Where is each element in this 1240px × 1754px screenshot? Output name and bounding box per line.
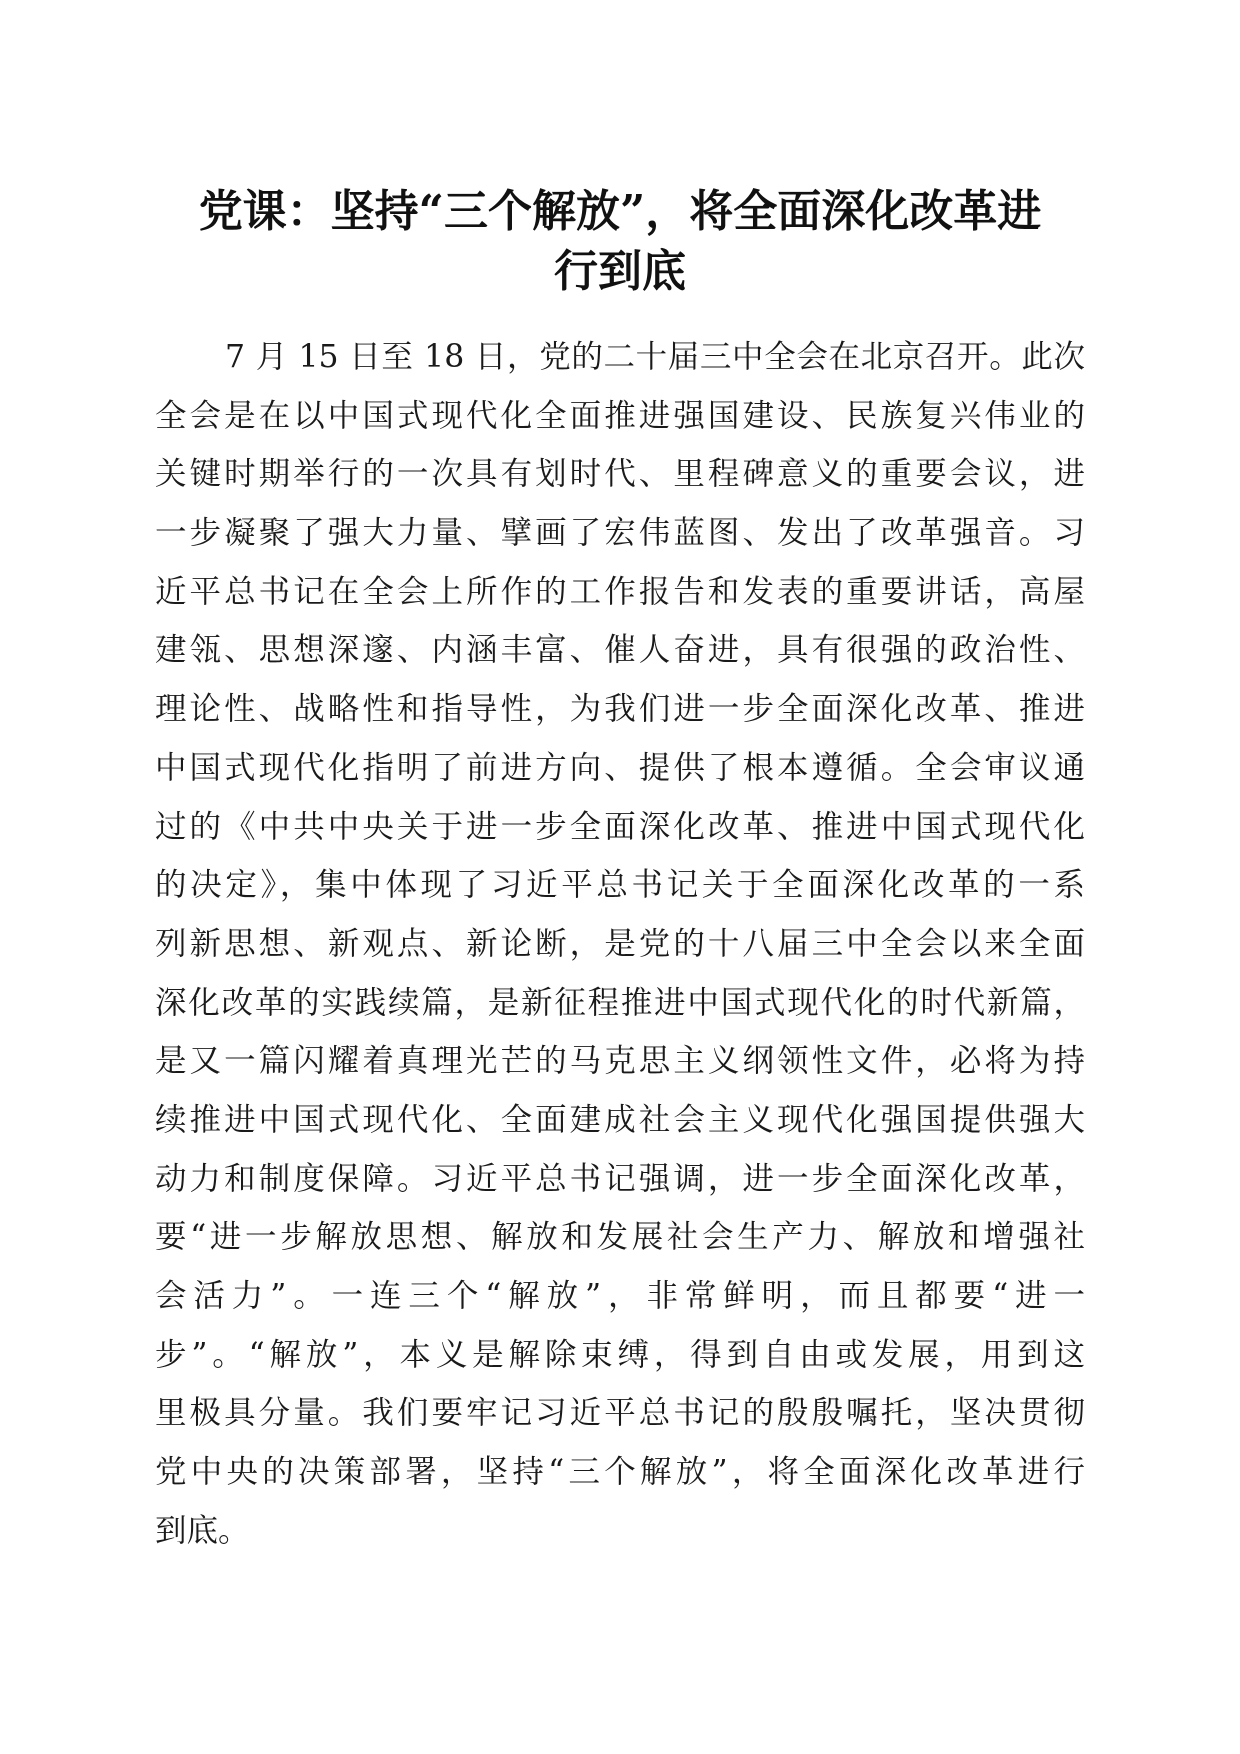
paragraph-line: 一步凝聚了强大力量、擘画了宏伟蓝图、发出了改革强音。习	[155, 515, 1085, 552]
paragraph-line: 动力和制度保障。习近平总书记强调，进一步全面深化改革，	[155, 1160, 1085, 1197]
paragraph-line: 会活力”。一连三个“解放”，非常鲜明，而且都要“进一	[155, 1278, 1085, 1314]
title-line: 党课：坚持“三个解放”，将全面深化改革进	[198, 186, 1042, 237]
paragraph-line: 要“进一步解放思想、解放和发展社会生产力、解放和增强社	[155, 1219, 1085, 1256]
paragraph-line: 续推进中国式现代化、全面建成社会主义现代化强国提供强大	[155, 1101, 1085, 1138]
paragraph-line: 党中央的决策部署，坚持“三个解放”，将全面深化改革进行	[155, 1454, 1085, 1491]
paragraph-line: 步”。“解放”，本义是解除束缚，得到自由或发展，用到这	[155, 1336, 1085, 1373]
paragraph-line: 是又一篇闪耀着真理光芒的马克思主义纲领性文件，必将为持	[155, 1043, 1085, 1080]
body-paragraph	[155, 328, 1085, 1560]
paragraph-line: 列新思想、新观点、新论断，是党的十八届三中全会以来全面	[155, 925, 1085, 962]
paragraph-line: 过的《中共中央关于进一步全面深化改革、推进中国式现代化	[155, 808, 1085, 845]
paragraph-line: 里极具分量。我们要牢记习近平总书记的殷殷嘱托，坚决贯彻	[155, 1395, 1085, 1432]
paragraph-line: 7 月 15 日至 18 日，党的二十届三中全会在北京召开。此次	[225, 339, 1085, 375]
paragraph-line: 关键时期举行的一次具有划时代、里程碑意义的重要会议，进	[155, 456, 1085, 493]
paragraph-line: 深化改革的实践续篇，是新征程推进中国式现代化的时代新篇，	[155, 984, 1085, 1021]
paragraph-line: 理论性、战略性和指导性，为我们进一步全面深化改革、推进	[155, 691, 1085, 728]
title-line: 行到底	[554, 246, 686, 297]
paragraph-line: 的决定》，集中体现了习近平总书记关于全面深化改革的一系	[155, 867, 1085, 904]
document-title	[150, 182, 1090, 302]
paragraph-line: 建瓴、思想深邃、内涵丰富、催人奋进，具有很强的政治性、	[155, 632, 1085, 669]
paragraph-line: 全会是在以中国式现代化全面推进强国建设、民族复兴伟业的	[155, 397, 1085, 434]
paragraph-line: 中国式现代化指明了前进方向、提供了根本遵循。全会审议通	[155, 749, 1085, 786]
paragraph-line: 近平总书记在全会上所作的工作报告和发表的重要讲话，高屋	[155, 573, 1085, 610]
paragraph-line: 到底。	[155, 1512, 250, 1549]
